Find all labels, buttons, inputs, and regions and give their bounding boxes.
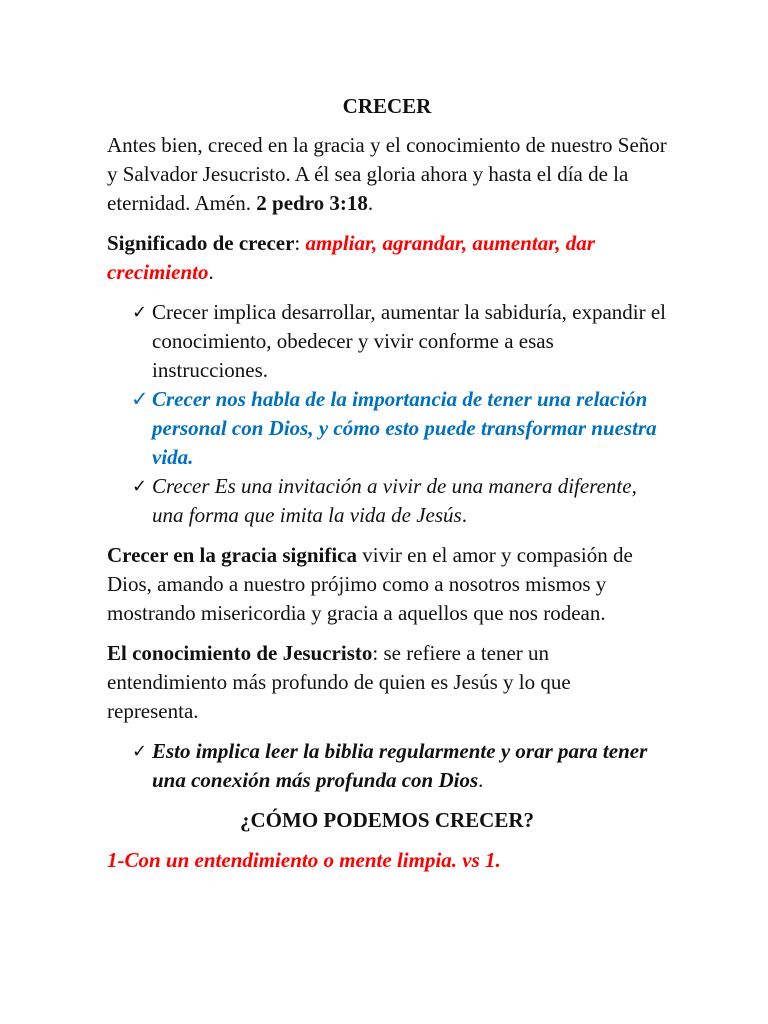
grace-text: vivir en el amor y compasión de Dios, amando a nuestro prójimo como a nosotros mismos y mostrando misericordia y gracia a aquellos que nos rodean. [107,543,633,625]
section-heading: ¿CÓMO PODEMOS CRECER? [240,808,534,832]
knowledge-text: : se refiere a tener un entendimiento más profundo de quien es Jesús y lo que representa. [107,641,571,723]
list-item [107,385,667,472]
bible-reference: 2 pedro 3:18 [256,191,368,215]
checkmark-icon: ✓ [131,387,149,411]
bullet-text: Esto implica leer la biblia regularmente y orar para tener una conexión más profunda con Dios [152,739,648,792]
document-page [107,92,667,875]
list-item [107,298,667,385]
checkmark-icon: ✓ [132,302,148,323]
list-item [107,472,667,530]
point-heading: 1-Con un entendimiento o mente limpia. vs 1. [107,848,501,872]
list-item [107,737,667,795]
grace-label: Crecer en la gracia significa [107,543,357,567]
meaning-label: Significado de crecer [107,231,295,255]
bullet-text: Crecer Es una invitación a vivir de una manera diferente, una forma que imita la vida de Jesús [152,474,637,527]
meaning-paragraph [107,229,667,287]
bullet-list-2 [107,737,667,795]
intro-paragraph [107,131,667,218]
intro-text: Antes bien, creced en la gracia y el conocimiento de nuestro Señor y Salvador Jesucristo. A él sea gloria ahora y hasta el día de la eternidad. Amén. [107,133,667,215]
bullet-text: Crecer nos habla de la importancia de tener una relación personal con Dios, y cómo esto puede transformar nuestra vida. [152,387,657,469]
checkmark-icon: ✓ [132,741,148,762]
grace-paragraph [107,541,667,628]
document-title: CRECER [342,94,432,118]
bullet-list-1 [107,298,667,530]
knowledge-label: El conocimiento de Jesucristo [107,641,373,665]
intro-end: . [367,191,374,215]
bullet-end: . [478,768,484,792]
knowledge-paragraph [107,639,667,726]
meaning-value: ampliar, agrandar, aumentar, dar crecimiento [107,231,595,284]
meaning-sep: : [294,231,306,255]
checkmark-icon: ✓ [132,476,148,497]
meaning-end: . [208,260,214,284]
bullet-end: . [461,503,467,527]
bullet-text: Crecer implica desarrollar, aumentar la sabiduría, expandir el conocimiento, obedecer y vivir conforme a esas instrucciones. [152,300,667,382]
